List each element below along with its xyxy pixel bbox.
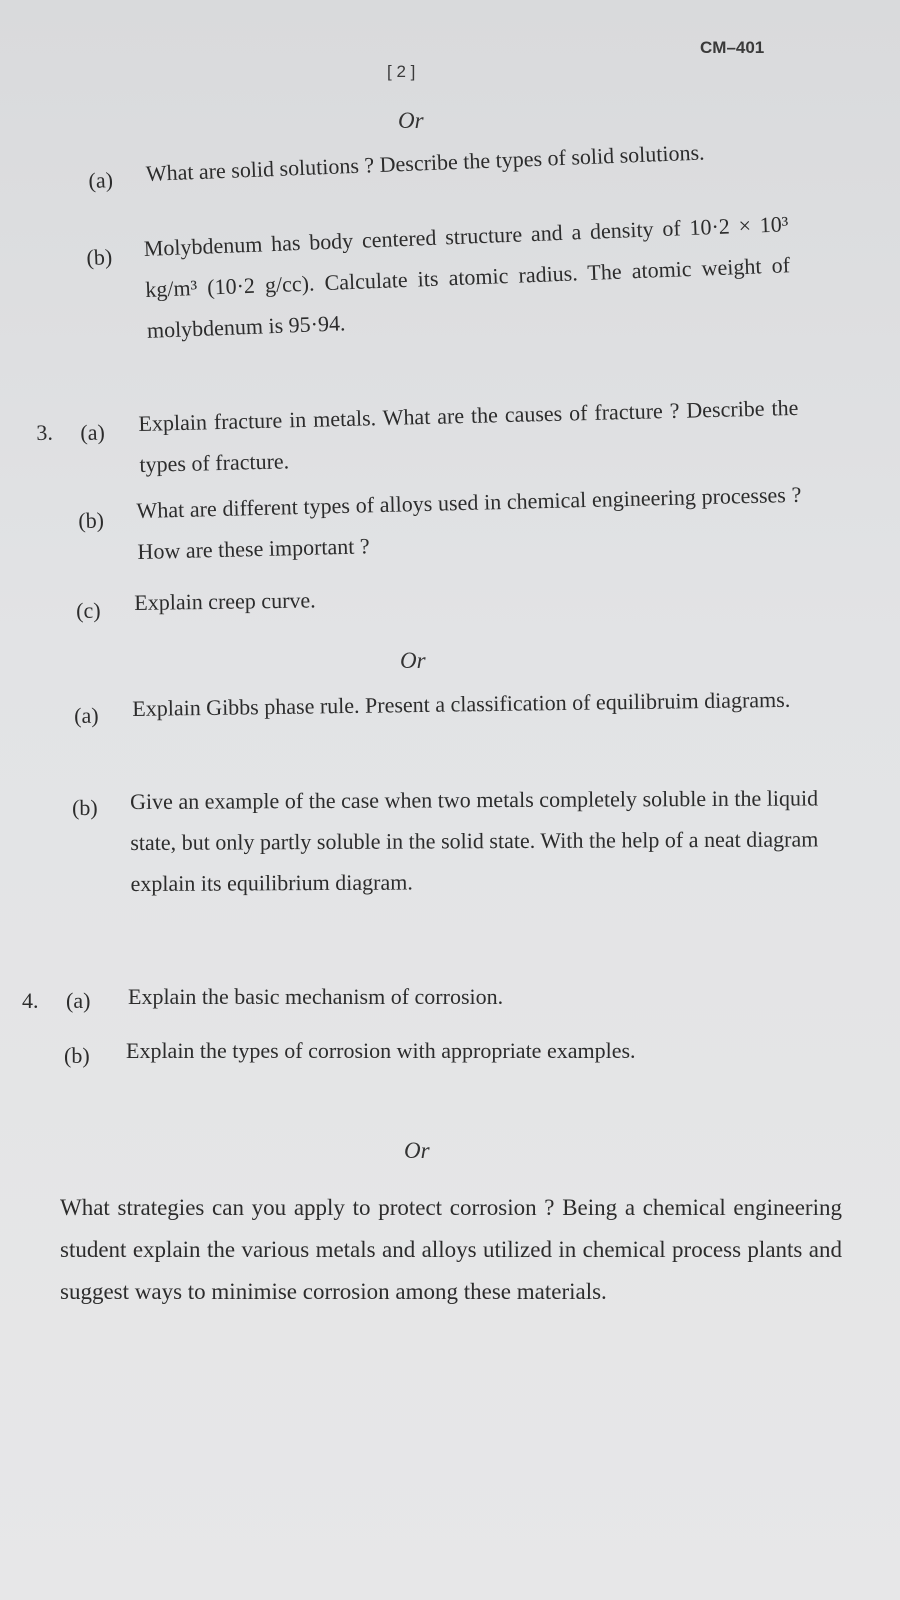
question-label: (a) bbox=[66, 988, 91, 1013]
question-text: Give an example of the case when two metals completely soluble in the liquid state, but only partly soluble in the solid state. With the help of a neat diagram explain its equilibrium diagram. bbox=[130, 785, 819, 896]
question-label: (a) bbox=[88, 167, 114, 193]
paper-code: CM–401 bbox=[700, 38, 765, 57]
page-number: [ 2 ] bbox=[387, 62, 416, 81]
question-label: (b) bbox=[72, 794, 98, 820]
or-divider: Or bbox=[404, 1138, 430, 1163]
question-label: (c) bbox=[76, 597, 101, 623]
question-label: (a) bbox=[74, 702, 99, 728]
question-label: (b) bbox=[86, 244, 113, 270]
question-text: Molybdenum has body centered structure and a density of 10·2 × 10³ kg/m³ (10·2 g/cc). Calculate its atomic radius. The atomic weight of molybdenum is 95·94. bbox=[143, 211, 791, 343]
or-divider: Or bbox=[398, 108, 424, 133]
question-text: What are solid solutions ? Describe the types of solid solutions. bbox=[145, 139, 705, 186]
question-label: (b) bbox=[78, 507, 105, 533]
question-text: Explain fracture in metals. What are the causes of fracture ? Describe the types of fracture. bbox=[138, 394, 799, 477]
question-number: 3. bbox=[36, 419, 54, 445]
question-text: What are different types of alloys used in chemical engineering processes ? How are these important ? bbox=[136, 481, 802, 564]
question-text: Explain Gibbs phase rule. Present a classification of equilibruim diagrams. bbox=[132, 686, 791, 721]
question-number: 4. bbox=[22, 988, 39, 1013]
or-divider: Or bbox=[400, 648, 426, 673]
question-text: Explain the types of corrosion with appropriate examples. bbox=[126, 1038, 636, 1063]
question-label: (a) bbox=[80, 419, 106, 445]
question-text: Explain the basic mechanism of corrosion. bbox=[128, 984, 504, 1009]
question-text: What strategies can you apply to protect corrosion ? Being a chemical engineering student explain the various metals and alloys utilized in chemical process plants and suggest ways to minimise corrosion among these materials. bbox=[60, 1195, 842, 1304]
question-label: (b) bbox=[64, 1043, 90, 1068]
question-text: Explain creep curve. bbox=[134, 587, 316, 615]
